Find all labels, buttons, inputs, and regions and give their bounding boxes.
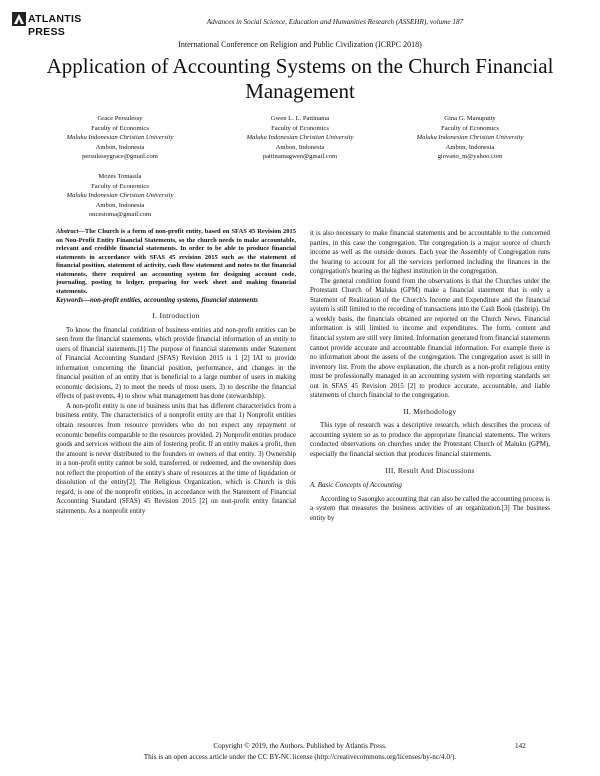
right-column bbox=[310, 229, 550, 523]
section-heading-introduction: I. Introduction bbox=[152, 311, 200, 320]
author-block bbox=[390, 114, 550, 162]
paragraph: To know the financial condition of business entities and non-profit entities can be seen from the financial statements, which provide financial information of an entity to users of financial statements.[1] The purpose of financial statements under Statement of Financial Accounting Standard (SFAS) Revision 2015 is 1 [2] IAI to provide information concerning the financial position, performance, and changes in the financial position of an entity that is beneficial to a large number of users in making economic decisions, 2) to meet the needs of most users, 3) to describe the financial effects of past events, 4) to show what management has done (stewardship). bbox=[56, 326, 296, 401]
author-email: pattinamagwen@gmail.com bbox=[262, 153, 338, 161]
abstract-text: —The Church is a form of non-profit entity, based on SFAS 45 Revision 2015 on Non-Profit Entity Financial Statements, so the church needs to make accountable, relevant and credible financial statements. In order to be able to produce financial statements in accordance with SFAS 45 revision 2015 such as the statement of financial position, statement of activity, cash flow statement and notes to the financial statements, there required an accounting system for designing account code, journaling, posting to ledger, preparing for work sheet and making financial statements. bbox=[56, 228, 296, 295]
paragraph: A non-profit entity is one of business units that has different characteristics from a business entity. The characteristics of a nonprofit entity are that 1) Nonprofit entities obtain resources from resource providers who do not expect any repayment or economic benefits comparable to the resources provided. 2) Nonprofit entities produce goods and services without the aim of fostering profit. If an entity makes a profit, then the amount is never distributed to the founders or owners of that entity. 3) Ownership in a non-profit entity cannot be sold, transferred, or redeemed, and the ownership does not reflect the proportion of the entity's share of resources at the time of liquidation or dissolution of the entity[2]. The Religious Organization, which is Church is this regard, is one of the nonprofit entities, in accordance with the Statement of Financial Accounting Standard (SFAS) 45 Revision 2015 [2] on non-profit entity financial statements. As a nonprofit entity bbox=[56, 402, 296, 515]
atlantis-press-logo bbox=[12, 10, 92, 44]
abstract bbox=[56, 228, 296, 296]
keywords-text: —non-profit entities, accounting systems, financial statements bbox=[83, 297, 258, 304]
author-city: Ambon, Indonesia bbox=[95, 143, 145, 151]
author-university: Maluku Indonesian Christian University bbox=[246, 134, 354, 142]
section-heading-methodology: II. Methodology bbox=[403, 406, 457, 416]
paper-title: Application of Accounting Systems on the Church Financial Management bbox=[46, 54, 554, 103]
author-university: Maluku Indonesian Christian University bbox=[66, 134, 174, 142]
author-block bbox=[220, 114, 380, 162]
copyright-notice: Copyright © 2019, the Authors. Published by Atlantis Press. bbox=[213, 742, 387, 750]
author-name: Gwen L. L. Pattinama bbox=[270, 115, 330, 122]
author-faculty: Faculty of Economics bbox=[91, 124, 149, 132]
author-email: giovano_m@yahoo.com bbox=[437, 153, 503, 161]
author-name: Grace Persulessy bbox=[97, 115, 143, 122]
keywords bbox=[56, 296, 296, 305]
author-faculty: Faculty of Economics bbox=[441, 124, 499, 132]
left-column bbox=[56, 228, 296, 516]
author-university: Maluku Indonesian Christian University bbox=[66, 192, 174, 200]
paragraph: it is also necessary to make financial statements and be accountable to the concerned parties, in this case the congregation. The congregation is a major source of church income as well as the outside donors. Each year the Assembly of Congregation runs the hearing to account for all the services performed including the finances in the congregation's hearing as the highest institution in the congregation. bbox=[310, 230, 550, 276]
paragraph: This type of research was a descriptive research, which describes the process of accounting system so as to produce the appropriate financial statements. The writers conducted observations on churches under the Protestant Church of Maluku (GPM), especially the financial section that produces financial statements. bbox=[310, 422, 550, 459]
author-name: Gina G. Manuputty bbox=[444, 115, 496, 122]
journal-header: Advances in Social Science, Education and Humanities Research (ASSEHR), volume 187 bbox=[206, 18, 464, 26]
author-block bbox=[40, 114, 200, 162]
author-faculty: Faculty of Economics bbox=[91, 182, 149, 190]
section-heading-results: III. Result And Discussions bbox=[385, 465, 475, 475]
paragraph: According to Sasongko accounting that can also be called the accounting process is a system that measures the business activities of an organization.[3] The business entity by bbox=[310, 495, 551, 522]
conference-name: International Conference on Religion and Public Civilization (ICRPC 2018) bbox=[178, 40, 422, 49]
author-city: Ambon, Indonesia bbox=[445, 143, 495, 151]
author-faculty: Faculty of Economics bbox=[271, 124, 329, 132]
keywords-label: Keywords bbox=[56, 297, 84, 304]
logo-line2: PRESS bbox=[28, 26, 66, 38]
logo-line1: ATLANTIS bbox=[28, 13, 82, 25]
page-number: 142 bbox=[515, 742, 526, 750]
subsection-heading: A. Basic Concepts of Accounting bbox=[310, 481, 402, 490]
author-name: Mozes Tomasila bbox=[98, 173, 142, 180]
author-email: oncestoma@gmail.com bbox=[88, 211, 152, 219]
license-notice: This is an open access article under the CC BY-NC license (http://creativecommons.org/licenses/by-nc/4.0/). bbox=[143, 753, 457, 761]
abstract-label: Abstract bbox=[56, 228, 79, 235]
author-block bbox=[40, 172, 200, 220]
author-university: Maluku Indonesian Christian University bbox=[416, 134, 524, 142]
author-email: persulessygrace@gmail.com bbox=[82, 153, 158, 161]
author-city: Ambon, Indonesia bbox=[95, 201, 145, 209]
atlantis-logo-icon bbox=[12, 12, 26, 26]
author-city: Ambon, Indonesia bbox=[275, 143, 325, 151]
paragraph: The general condition found from the observations is that the Churches under the Protestant Church of Maluku (GPM) make a financial statement that is only a Statement of Realization of the Church's Income and Expenditure and the financial system is still limited to the recording of transactions into the Cash Book (dasbrip). On a weekly basis, the financials obtained are reported on the Church News. Financial information is still limited to income and expenditures. The form, content and financial system are still very limited. Information generated from financial statements cannot provide accurate and accountable financial information. For example there is no information about the assets of the congregation. The congregation asset is still in inventory list. From the above explanation, the church as a non-profit religious entity must be professionally managed in an accounting system with reporting standards set out in SFAS 45 Revision 2015 [2] to produce accurate, accountable, and liable statements of church financial to the congregation. bbox=[310, 277, 550, 400]
